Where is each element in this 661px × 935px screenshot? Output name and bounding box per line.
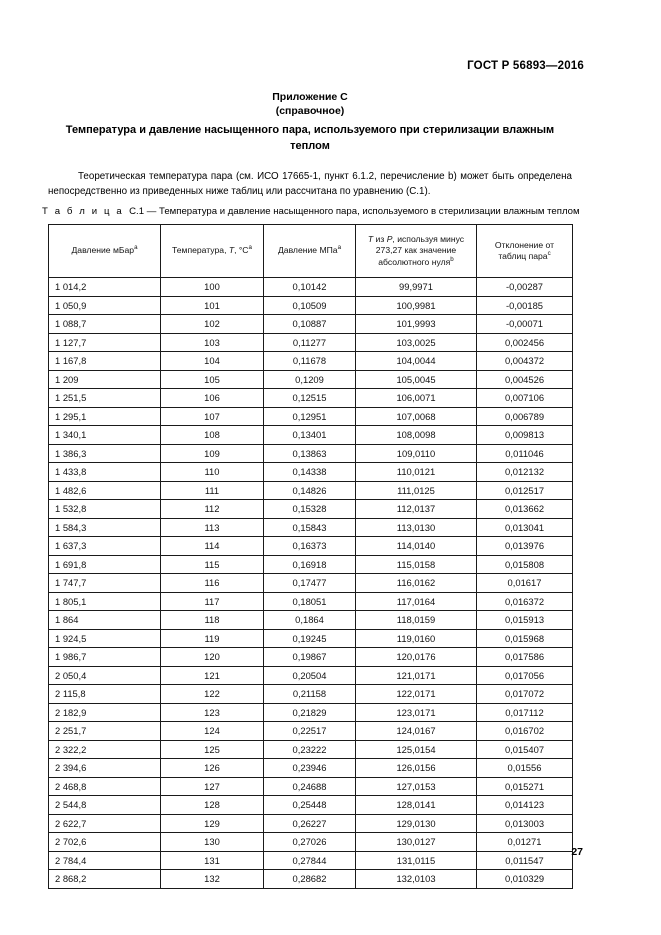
cell-pressure-mbar: 1 482,6	[49, 481, 161, 500]
cell-pressure-mbar: 1 088,7	[49, 315, 161, 334]
cell-t-from-p: 100,9981	[356, 296, 477, 315]
cell-deviation: 0,01271	[477, 833, 573, 852]
cell-pressure-mbar: 2 702,6	[49, 833, 161, 852]
cell-deviation: 0,013976	[477, 537, 573, 556]
page-title: Температура и давление насыщенного пара, используемого при стерилизации влажным теплом	[65, 124, 555, 152]
table-row	[49, 537, 573, 556]
cell-t-from-p: 127,0153	[356, 777, 477, 796]
cell-temperature: 122	[161, 685, 264, 704]
table-row	[49, 629, 573, 648]
cell-pressure-mbar: 1 805,1	[49, 592, 161, 611]
table-header-row	[49, 225, 573, 278]
header-text-line3: абсолютного нуля	[378, 256, 451, 267]
cell-pressure-mbar: 1 386,3	[49, 444, 161, 463]
column-header-deviation	[477, 225, 573, 278]
cell-temperature: 103	[161, 333, 264, 352]
table-row	[49, 407, 573, 426]
cell-temperature: 109	[161, 444, 264, 463]
cell-pressure-mpa: 0,17477	[264, 574, 356, 593]
cell-deviation: 0,014123	[477, 796, 573, 815]
cell-t-from-p: 111,0125	[356, 481, 477, 500]
table-row	[49, 463, 573, 482]
table-row	[49, 777, 573, 796]
table-row	[49, 333, 573, 352]
cell-t-from-p: 121,0171	[356, 666, 477, 685]
cell-temperature: 108	[161, 426, 264, 445]
cell-deviation: 0,011046	[477, 444, 573, 463]
cell-temperature: 102	[161, 315, 264, 334]
cell-pressure-mbar: 1 050,9	[49, 296, 161, 315]
table-row	[49, 481, 573, 500]
cell-pressure-mpa: 0,18051	[264, 592, 356, 611]
cell-deviation: 0,015407	[477, 740, 573, 759]
cell-deviation: -0,00287	[477, 278, 573, 297]
table-row	[49, 426, 573, 445]
appendix-label: Приложение С	[272, 91, 348, 103]
cell-t-from-p: 118,0159	[356, 611, 477, 630]
cell-deviation: 0,011547	[477, 851, 573, 870]
cell-t-from-p: 101,9993	[356, 315, 477, 334]
cell-temperature: 124	[161, 722, 264, 741]
cell-pressure-mbar: 1 532,8	[49, 500, 161, 519]
cell-temperature: 130	[161, 833, 264, 852]
cell-pressure-mbar: 2 182,9	[49, 703, 161, 722]
header-text-tail: , используя минус	[392, 233, 465, 244]
standard-header: ГОСТ Р 56893—2016	[467, 60, 584, 72]
cell-pressure-mbar: 2 322,2	[49, 740, 161, 759]
table-row	[49, 444, 573, 463]
appendix-sub-label: (справочное)	[275, 105, 345, 117]
cell-pressure-mbar: 1 924,5	[49, 629, 161, 648]
cell-deviation: 0,004372	[477, 352, 573, 371]
cell-temperature: 128	[161, 796, 264, 815]
footnote-marker-c: c	[547, 250, 551, 258]
header-text: Температура,	[172, 245, 229, 256]
table-row	[49, 703, 573, 722]
cell-t-from-p: 128,0141	[356, 796, 477, 815]
cell-deviation: 0,006789	[477, 407, 573, 426]
cell-deviation: 0,015808	[477, 555, 573, 574]
table-row	[49, 648, 573, 667]
cell-t-from-p: 120,0176	[356, 648, 477, 667]
table-row	[49, 611, 573, 630]
cell-t-from-p: 124,0167	[356, 722, 477, 741]
table-caption-prefix: Т а б л и ц а	[42, 206, 124, 217]
cell-pressure-mbar: 1 127,7	[49, 333, 161, 352]
table-row	[49, 666, 573, 685]
cell-pressure-mpa: 0,19867	[264, 648, 356, 667]
cell-t-from-p: 114,0140	[356, 537, 477, 556]
cell-pressure-mpa: 0,24688	[264, 777, 356, 796]
cell-pressure-mpa: 0,16918	[264, 555, 356, 574]
header-text: из	[373, 233, 387, 244]
table-row	[49, 278, 573, 297]
cell-temperature: 107	[161, 407, 264, 426]
cell-pressure-mpa: 0,12951	[264, 407, 356, 426]
cell-pressure-mpa: 0,1209	[264, 370, 356, 389]
table-row	[49, 500, 573, 519]
header-text-line2: 273,27 как значение	[375, 245, 457, 256]
table-caption-text: Температура и давление насыщенного пара, используемого в стерилизации влажным теплом	[159, 206, 580, 217]
header-text-line2: таблиц пара	[498, 251, 548, 261]
cell-pressure-mpa: 0,27844	[264, 851, 356, 870]
cell-pressure-mpa: 0,14826	[264, 481, 356, 500]
table-row	[49, 759, 573, 778]
header-text-tail: , °C	[234, 245, 249, 256]
cell-pressure-mbar: 2 468,8	[49, 777, 161, 796]
cell-pressure-mbar: 2 784,4	[49, 851, 161, 870]
cell-pressure-mpa: 0,15843	[264, 518, 356, 537]
cell-pressure-mpa: 0,20504	[264, 666, 356, 685]
cell-deviation: 0,013003	[477, 814, 573, 833]
cell-pressure-mpa: 0,23946	[264, 759, 356, 778]
cell-deviation: 0,013041	[477, 518, 573, 537]
cell-pressure-mpa: 0,16373	[264, 537, 356, 556]
cell-deviation: 0,015913	[477, 611, 573, 630]
cell-pressure-mbar: 1 864	[49, 611, 161, 630]
cell-temperature: 106	[161, 389, 264, 408]
cell-t-from-p: 123,0171	[356, 703, 477, 722]
table-row	[49, 389, 573, 408]
cell-deviation: 0,016702	[477, 722, 573, 741]
cell-deviation: 0,015968	[477, 629, 573, 648]
cell-pressure-mpa: 0,10509	[264, 296, 356, 315]
cell-pressure-mbar: 1 251,5	[49, 389, 161, 408]
cell-t-from-p: 131,0115	[356, 851, 477, 870]
cell-deviation: 0,017056	[477, 666, 573, 685]
cell-pressure-mpa: 0,12515	[264, 389, 356, 408]
cell-pressure-mbar: 1 295,1	[49, 407, 161, 426]
cell-deviation: 0,013662	[477, 500, 573, 519]
cell-pressure-mbar: 2 868,2	[49, 870, 161, 889]
cell-pressure-mpa: 0,26227	[264, 814, 356, 833]
cell-t-from-p: 117,0164	[356, 592, 477, 611]
header-text: Давление мБар	[71, 245, 135, 256]
cell-temperature: 123	[161, 703, 264, 722]
cell-temperature: 114	[161, 537, 264, 556]
cell-deviation: 0,012517	[477, 481, 573, 500]
cell-deviation: 0,017072	[477, 685, 573, 704]
symbol-T: T	[228, 245, 235, 256]
cell-pressure-mpa: 0,13401	[264, 426, 356, 445]
cell-temperature: 104	[161, 352, 264, 371]
cell-t-from-p: 110,0121	[356, 463, 477, 482]
cell-t-from-p: 107,0068	[356, 407, 477, 426]
appendix-block	[48, 90, 572, 118]
cell-temperature: 117	[161, 592, 264, 611]
cell-pressure-mbar: 1 167,8	[49, 352, 161, 371]
footnote-marker-a: a	[134, 244, 138, 252]
table-row	[49, 592, 573, 611]
cell-pressure-mpa: 0,10887	[264, 315, 356, 334]
cell-t-from-p: 126,0156	[356, 759, 477, 778]
cell-t-from-p: 104,0044	[356, 352, 477, 371]
cell-t-from-p: 112,0137	[356, 500, 477, 519]
cell-pressure-mpa: 0,28682	[264, 870, 356, 889]
table-row	[49, 315, 573, 334]
cell-t-from-p: 109,0110	[356, 444, 477, 463]
cell-pressure-mpa: 0,21158	[264, 685, 356, 704]
cell-deviation: 0,01617	[477, 574, 573, 593]
header-text: Давление МПа	[277, 245, 338, 256]
cell-pressure-mpa: 0,11277	[264, 333, 356, 352]
cell-temperature: 118	[161, 611, 264, 630]
cell-temperature: 129	[161, 814, 264, 833]
cell-pressure-mbar: 1 433,8	[49, 463, 161, 482]
cell-temperature: 115	[161, 555, 264, 574]
cell-temperature: 116	[161, 574, 264, 593]
cell-temperature: 131	[161, 851, 264, 870]
cell-pressure-mpa: 0,15328	[264, 500, 356, 519]
cell-pressure-mbar: 1 014,2	[49, 278, 161, 297]
cell-deviation: 0,009813	[477, 426, 573, 445]
cell-temperature: 132	[161, 870, 264, 889]
table-body	[49, 278, 573, 889]
cell-temperature: 119	[161, 629, 264, 648]
cell-t-from-p: 129,0130	[356, 814, 477, 833]
cell-temperature: 113	[161, 518, 264, 537]
cell-deviation: 0,010329	[477, 870, 573, 889]
cell-pressure-mbar: 2 394,6	[49, 759, 161, 778]
cell-pressure-mbar: 1 986,7	[49, 648, 161, 667]
footnote-marker-a: a	[248, 244, 252, 252]
symbol-P: P	[386, 233, 393, 244]
cell-pressure-mbar: 1 691,8	[49, 555, 161, 574]
cell-pressure-mbar: 1 584,3	[49, 518, 161, 537]
cell-pressure-mpa: 0,13863	[264, 444, 356, 463]
cell-t-from-p: 130,0127	[356, 833, 477, 852]
cell-temperature: 100	[161, 278, 264, 297]
table-caption	[42, 205, 602, 218]
cell-temperature: 101	[161, 296, 264, 315]
cell-deviation: -0,00071	[477, 315, 573, 334]
cell-deviation: 0,015271	[477, 777, 573, 796]
cell-pressure-mpa: 0,19245	[264, 629, 356, 648]
cell-pressure-mpa: 0,21829	[264, 703, 356, 722]
table-row	[49, 370, 573, 389]
page-number: 27	[571, 846, 583, 858]
cell-t-from-p: 122,0171	[356, 685, 477, 704]
column-header-pressure-mpa	[264, 225, 356, 278]
steam-table	[48, 224, 573, 889]
cell-temperature: 120	[161, 648, 264, 667]
cell-temperature: 111	[161, 481, 264, 500]
cell-pressure-mbar: 1 637,3	[49, 537, 161, 556]
table-caption-dash: —	[146, 206, 157, 217]
table-row	[49, 722, 573, 741]
cell-pressure-mpa: 0,25448	[264, 796, 356, 815]
column-header-temperature	[161, 225, 264, 278]
cell-temperature: 127	[161, 777, 264, 796]
cell-temperature: 125	[161, 740, 264, 759]
cell-deviation: 0,007106	[477, 389, 573, 408]
cell-t-from-p: 113,0130	[356, 518, 477, 537]
cell-pressure-mpa: 0,14338	[264, 463, 356, 482]
cell-t-from-p: 116,0162	[356, 574, 477, 593]
cell-temperature: 105	[161, 370, 264, 389]
cell-deviation: 0,012132	[477, 463, 573, 482]
cell-t-from-p: 99,9971	[356, 278, 477, 297]
cell-pressure-mpa: 0,11678	[264, 352, 356, 371]
table-row	[49, 352, 573, 371]
cell-pressure-mpa: 0,27026	[264, 833, 356, 852]
table-row	[49, 814, 573, 833]
table-row	[49, 870, 573, 889]
cell-temperature: 121	[161, 666, 264, 685]
cell-pressure-mbar: 2 622,7	[49, 814, 161, 833]
cell-t-from-p: 125,0154	[356, 740, 477, 759]
cell-pressure-mbar: 2 050,4	[49, 666, 161, 685]
cell-deviation: 0,017112	[477, 703, 573, 722]
cell-temperature: 110	[161, 463, 264, 482]
cell-pressure-mpa: 0,22517	[264, 722, 356, 741]
cell-t-from-p: 132,0103	[356, 870, 477, 889]
table-row	[49, 851, 573, 870]
cell-deviation: 0,016372	[477, 592, 573, 611]
cell-pressure-mbar: 2 115,8	[49, 685, 161, 704]
cell-deviation: -0,00185	[477, 296, 573, 315]
cell-t-from-p: 108,0098	[356, 426, 477, 445]
cell-t-from-p: 119,0160	[356, 629, 477, 648]
column-header-pressure-mbar	[49, 225, 161, 278]
intro-paragraph: Теоретическая температура пара (см. ИСО 17665-1, пункт 6.1.2, перечисление b) может быть определена непосредственно из приведенных ниже таблиц или рассчитана по уравнению (С.1).	[48, 171, 572, 197]
cell-pressure-mpa: 0,23222	[264, 740, 356, 759]
cell-t-from-p: 115,0158	[356, 555, 477, 574]
cell-deviation: 0,004526	[477, 370, 573, 389]
cell-t-from-p: 105,0045	[356, 370, 477, 389]
cell-pressure-mbar: 1 747,7	[49, 574, 161, 593]
cell-pressure-mbar: 2 251,7	[49, 722, 161, 741]
cell-temperature: 126	[161, 759, 264, 778]
table-row	[49, 296, 573, 315]
footnote-marker-a: a	[337, 244, 342, 252]
table-row	[49, 685, 573, 704]
cell-t-from-p: 103,0025	[356, 333, 477, 352]
cell-deviation: 0,002456	[477, 333, 573, 352]
cell-pressure-mpa: 0,1864	[264, 611, 356, 630]
cell-temperature: 112	[161, 500, 264, 519]
cell-pressure-mbar: 1 209	[49, 370, 161, 389]
footnote-marker-b: b	[450, 255, 454, 263]
symbol-T: T	[367, 233, 374, 244]
column-header-t-from-p	[356, 225, 477, 278]
table-row	[49, 833, 573, 852]
header-text-line1: Отклонение от	[494, 239, 555, 250]
cell-pressure-mbar: 2 544,8	[49, 796, 161, 815]
table-row	[49, 555, 573, 574]
cell-deviation: 0,01556	[477, 759, 573, 778]
cell-pressure-mbar: 1 340,1	[49, 426, 161, 445]
cell-deviation: 0,017586	[477, 648, 573, 667]
table-row	[49, 518, 573, 537]
table-row	[49, 796, 573, 815]
cell-t-from-p: 106,0071	[356, 389, 477, 408]
table-caption-number: С.1	[129, 206, 145, 217]
table-row	[49, 740, 573, 759]
cell-pressure-mpa: 0,10142	[264, 278, 356, 297]
table-row	[49, 574, 573, 593]
